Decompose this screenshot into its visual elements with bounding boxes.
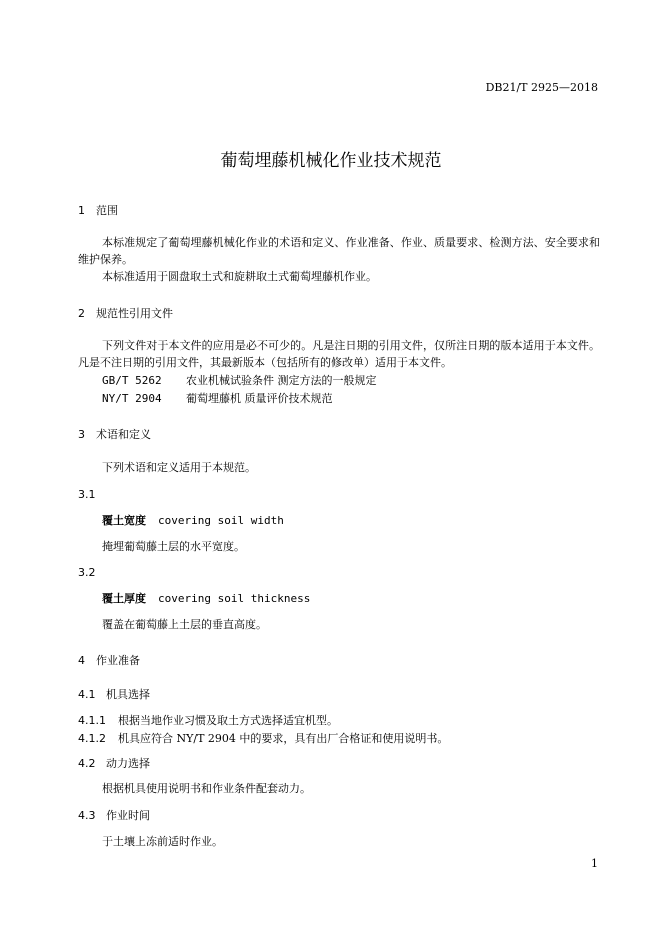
clause-text: 根据当地作业习惯及取土方式选择适宜机型。 xyxy=(118,714,338,727)
section-number: 4 xyxy=(78,654,85,667)
section-2-paragraph-1: 下列文件对于本文件的应用是必不可少的。凡是注日期的引用文件，仅所注日期的版本适用于本文件。凡是不注日期的引用文件，其最新版本（包括所有的修改单）适用于本文件。 xyxy=(78,339,600,369)
document-title: 葡萄埋藤机械化作业技术规范 xyxy=(220,151,442,171)
section-number: 2 xyxy=(78,307,85,320)
clause-number: 4.1.2 xyxy=(78,732,106,745)
clause-text: 机具应符合 NY/T 2904 中的要求，具有出厂合格证和使用说明书。 xyxy=(118,732,449,745)
clause-number: 4.1.1 xyxy=(78,714,106,727)
subsection-4-3-heading xyxy=(78,807,150,823)
normative-reference xyxy=(102,372,377,389)
term-number: 3.1 xyxy=(78,488,96,501)
term-number: 3.2 xyxy=(78,566,96,579)
term-chinese: 覆土厚度 xyxy=(102,592,146,605)
subsection-number: 4.2 xyxy=(78,757,96,770)
subsection-title: 动力选择 xyxy=(106,757,150,770)
term-entry xyxy=(102,512,284,528)
term-english: covering soil width xyxy=(158,514,284,527)
subsection-number: 4.3 xyxy=(78,809,96,822)
section-4-heading xyxy=(78,652,140,668)
reference-name: 农业机械试验条件 测定方法的一般规定 xyxy=(186,374,377,387)
subsection-title: 作业时间 xyxy=(106,809,150,822)
section-3-heading xyxy=(78,426,151,442)
section-title: 规范性引用文件 xyxy=(96,307,173,320)
term-definition: 掩埋葡萄藤土层的水平宽度。 xyxy=(102,540,245,553)
section-3-paragraph-1: 下列术语和定义适用于本规范。 xyxy=(102,461,256,474)
section-2-heading xyxy=(78,305,173,321)
section-number: 1 xyxy=(78,204,85,217)
clause-4-1-1 xyxy=(78,712,338,728)
clause-4-1-2 xyxy=(78,730,448,746)
reference-code: NY/T 2904 xyxy=(102,392,162,405)
section-title: 术语和定义 xyxy=(96,428,151,441)
term-chinese: 覆土宽度 xyxy=(102,514,146,527)
subsection-4-1-heading xyxy=(78,686,150,702)
term-definition: 覆盖在葡萄藤上土层的垂直高度。 xyxy=(102,618,267,631)
section-1-heading xyxy=(78,202,118,218)
reference-name: 葡萄埋藤机 质量评价技术规范 xyxy=(186,392,333,405)
term-entry xyxy=(102,590,310,606)
reference-code: GB/T 5262 xyxy=(102,374,162,387)
subsection-4-2-heading xyxy=(78,755,150,771)
standard-code: DB21/T 2925—2018 xyxy=(485,81,598,94)
section-1-paragraph-2: 本标准适用于圆盘取土式和旋耕取土式葡萄埋藤机作业。 xyxy=(102,270,377,283)
subsection-4-3-text: 于土壤上冻前适时作业。 xyxy=(102,835,223,848)
subsection-4-2-text: 根据机具使用说明书和作业条件配套动力。 xyxy=(102,782,311,795)
term-english: covering soil thickness xyxy=(158,592,311,605)
section-title: 作业准备 xyxy=(96,654,140,667)
section-title: 范围 xyxy=(96,204,118,217)
subsection-number: 4.1 xyxy=(78,688,96,701)
section-1-paragraph-1: 本标准规定了葡萄埋藤机械化作业的术语和定义、作业准备、作业、质量要求、检测方法、安全要求和维护保养。 xyxy=(78,236,600,266)
section-number: 3 xyxy=(78,428,85,441)
normative-reference xyxy=(102,390,333,407)
subsection-title: 机具选择 xyxy=(106,688,150,701)
page-number: 1 xyxy=(591,857,598,870)
